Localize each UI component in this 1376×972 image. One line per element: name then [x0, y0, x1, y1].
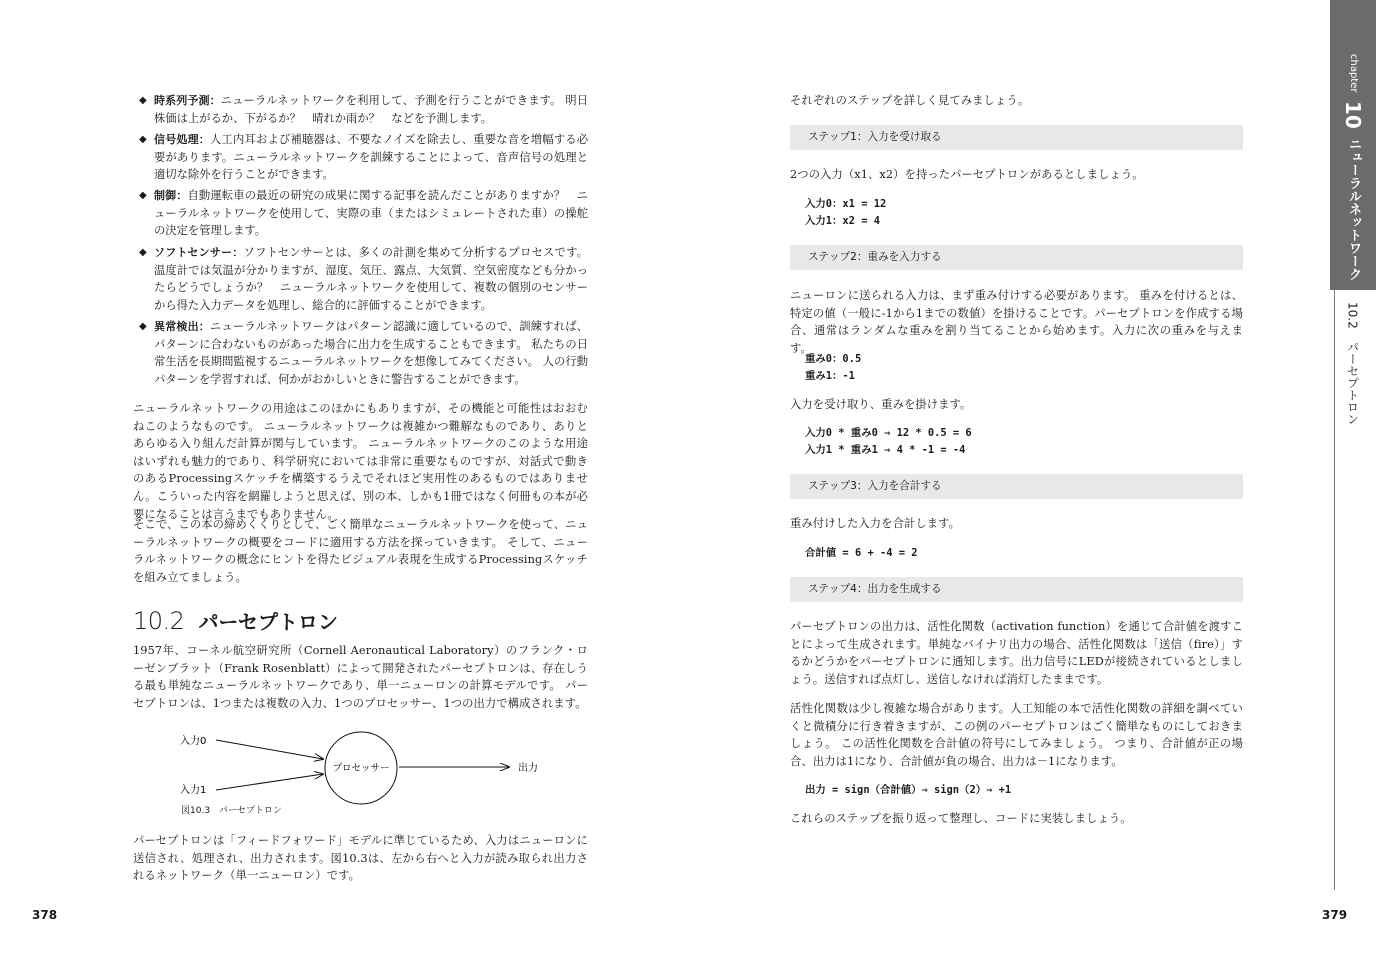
code-block	[805, 425, 972, 458]
input0-arrow	[216, 740, 323, 759]
perceptron-diagram	[170, 726, 550, 808]
diamond-bullet-icon: ◆	[139, 247, 147, 258]
diamond-bullet-icon: ◆	[139, 134, 147, 145]
paragraph: パーセプトロンの出力は、活性化関数（activation function）を通じて合計値を渡すことによって生成されます。単純なバイナリ出力の場合、活性化関数は「送信（fire）」するかどうかをパーセプトロンに通知します。出力信号にLEDが接続されているとしましょう。送信すれば点灯し、送信しなければ消灯したままです。	[790, 620, 1243, 686]
code-line: 入力1：x2 = 4	[805, 214, 880, 227]
step-title: ステップ2：重みを入力する	[808, 251, 942, 263]
bullet-item	[136, 318, 588, 388]
bullet-item	[136, 187, 588, 240]
paragraph: そこで、この本の締めくくりとして、ごく簡単なニューラルネットワークを使って、ニューラルネットワークの概要をコードに適用する方法を探っていきます。 そして、ニューラルネットワークの概念にヒントを得たビジュアル表現を生成するProcessingスケッチを組み立てましょう。	[133, 518, 588, 584]
code-line: 入力0 * 重み0 ⇒ 12 * 0.5 = 6	[805, 427, 972, 439]
step-title: ステップ4：出力を生成する	[808, 583, 942, 595]
paragraph: 入力を受け取り、重みを掛けます。	[790, 398, 972, 411]
bullet-text: ニューラルネットワークはパターン認識に適しているので、訓練すれば、パターンに合わないものがあった場合に出力を生成することもできます。 私たちの日常生活を長期間監視するニューラルネットワークを想像してみてください。 人の行動パターンを学習すれば、何かがおかしいときに警告することができます。	[154, 320, 589, 386]
bullet-text: ソフトセンサーとは、多くの計測を集めて分析するプロセスです。 温度計では気温が分かりますが、湿度、気圧、露点、大気質、空気密度なども分かったらどうでしょうか？ ニューラルネットワークを使用して、複数の個別のセンサーから得た入力データを処理し、総合的に評価することができます。	[154, 246, 588, 312]
input1-arrow	[216, 774, 323, 790]
paragraph: 1957年、コーネル航空研究所（Cornell Aeronautical Laboratory）のフランク・ローゼンブラット（Frank Rosenblatt）によって開発されたパーセプトロンは、存在しうる最も単純なニューラルネットワークであり、単一ニューロンの計算モデルです。 パーセプトロンは、1つまたは複数の入力、1つのプロセッサー、1つの出力で構成されます。	[133, 644, 588, 710]
step-header	[790, 245, 1243, 270]
bullet-item	[136, 131, 588, 184]
section-title: パーセプトロン	[198, 610, 339, 634]
paragraph: ニューラルネットワークの用途はこのほかにもありますが、その機能と可能性はおおむねこのようなものです。 ニューラルネットワークは複雑かつ難解なものであり、ありとあらゆる入り組んだ計算が関与しています。 ニューラルネットワークのこのような用途はいずれも魅力的であり、科学研究においては非常に重要なものですが、対話式で動きのあるProcessingスケッチを構築するうえでそれほど実用性のあるものではありません。こういった内容を網羅しようと思えば、別の本、しかも1冊ではなく何冊もの本が必要になることは言うまでもありません。	[133, 402, 588, 521]
step-header	[790, 125, 1243, 150]
step-title: ステップ3：入力を合計する	[808, 480, 942, 492]
paragraph: ニューロンに送られる入力は、まず重み付けする必要があります。 重みを付けるとは、特定の値（一般に-1から1までの数値）を掛けることです。パーセプトロンを作成する場合、通常はランダムな重みを割り当てることから始めます。入力に次の重みを与えます。	[790, 289, 1243, 355]
paragraph: 重み付けした入力を合計します。	[790, 517, 961, 530]
paragraph: 活性化関数は少し複雑な場合があります。人工知能の本で活性化関数の詳細を調べていくと微積分に行き着きますが、この例のパーセプトロンはごく簡単なものにしておきましょう。 この活性化関数を合計値の符号にしてみましょう。 つまり、合計値が正の場合、出力は1になり、合計値が負の場合、出力は－1になります。	[790, 702, 1243, 768]
diamond-bullet-icon: ◆	[139, 321, 147, 332]
chapter-title: ニューラルネットワーク	[1346, 137, 1361, 281]
paragraph: それぞれのステップを詳しく見てみましょう。	[790, 94, 1030, 107]
bullet-term: 時系列予測：	[154, 94, 221, 107]
side-rule	[1334, 290, 1335, 890]
chapter-word: chapter	[1348, 54, 1359, 93]
section-heading	[133, 606, 338, 635]
step-title: ステップ1：入力を受け取る	[808, 131, 942, 143]
code-block	[805, 545, 918, 562]
paragraph: これらのステップを振り返って整理し、コードに実装しましょう。	[790, 812, 1132, 825]
page-number: 378	[32, 908, 58, 922]
bullet-term: 異常検出：	[154, 320, 210, 333]
bullet-text: 自動運転車の最近の研究の成果に関する記事を読んだことがありますか？ ニューラルネットワークを使用して、実際の車（またはシミュレートされた車）の操舵の決定を管理します。	[154, 189, 589, 238]
chapter-tab	[1330, 0, 1376, 290]
step-header	[790, 577, 1243, 602]
output-label: 出力	[518, 763, 538, 774]
code-line: 重み1：-1	[805, 369, 855, 382]
input0-label: 入力0	[180, 736, 207, 747]
section-number: 10.2	[133, 607, 185, 635]
bullet-text: ニューラルネットワークを利用して、予測を行うことができます。 明日株価は上がるか、下がるか？ 晴れか雨か？ などを予測します。	[154, 94, 588, 125]
bullet-item	[136, 92, 588, 127]
code-line: 出力 = sign（合計値）⇒ sign（2）⇒ +1	[805, 784, 1012, 796]
code-block	[805, 351, 861, 384]
bullet-term: 制御：	[154, 189, 188, 202]
side-section-label: 10.2 パーセプトロン	[1345, 302, 1360, 425]
code-line: 合計値 = 6 + -4 = 2	[805, 547, 918, 559]
paragraph: パーセプトロンは「フィードフォワード」モデルに準じているため、入力はニューロンに送信され、処理され、出力されます。図10.3は、左から右へと入力が読み取られ出力されるネットワーク（単一ニューロン）です。	[133, 834, 588, 883]
diamond-bullet-icon: ◆	[139, 95, 147, 106]
code-line: 入力0：x1 = 12	[805, 198, 887, 210]
chapter-number: 10	[1341, 101, 1365, 129]
bullet-term: 信号処理：	[154, 133, 210, 146]
processor-label: プロセッサー	[332, 763, 390, 774]
paragraph: 2つの入力（x1、x2）を持ったパーセプトロンがあるとしましょう。	[790, 168, 1144, 181]
code-line: 入力1 * 重み1 ⇒ 4 * -1 = -4	[805, 443, 966, 456]
bullet-text: 人工内耳および補聴器は、不要なノイズを除去し、重要な音を増幅する必要があります。ニューラルネットワークを訓練することによって、音声信号の処理と適切な除外を行うことができます。	[154, 133, 589, 182]
bullet-term: ソフトセンサー：	[154, 246, 244, 259]
code-block	[805, 196, 886, 229]
figure-caption: 図10.3 パーセプトロン	[181, 806, 282, 816]
code-block	[805, 782, 1011, 799]
diamond-bullet-icon: ◆	[139, 190, 147, 201]
bullet-item	[136, 244, 588, 314]
code-line: 重み0：0.5	[805, 353, 862, 365]
step-header	[790, 474, 1243, 499]
input1-label: 入力1	[180, 785, 207, 796]
page-number: 379	[1322, 908, 1348, 922]
